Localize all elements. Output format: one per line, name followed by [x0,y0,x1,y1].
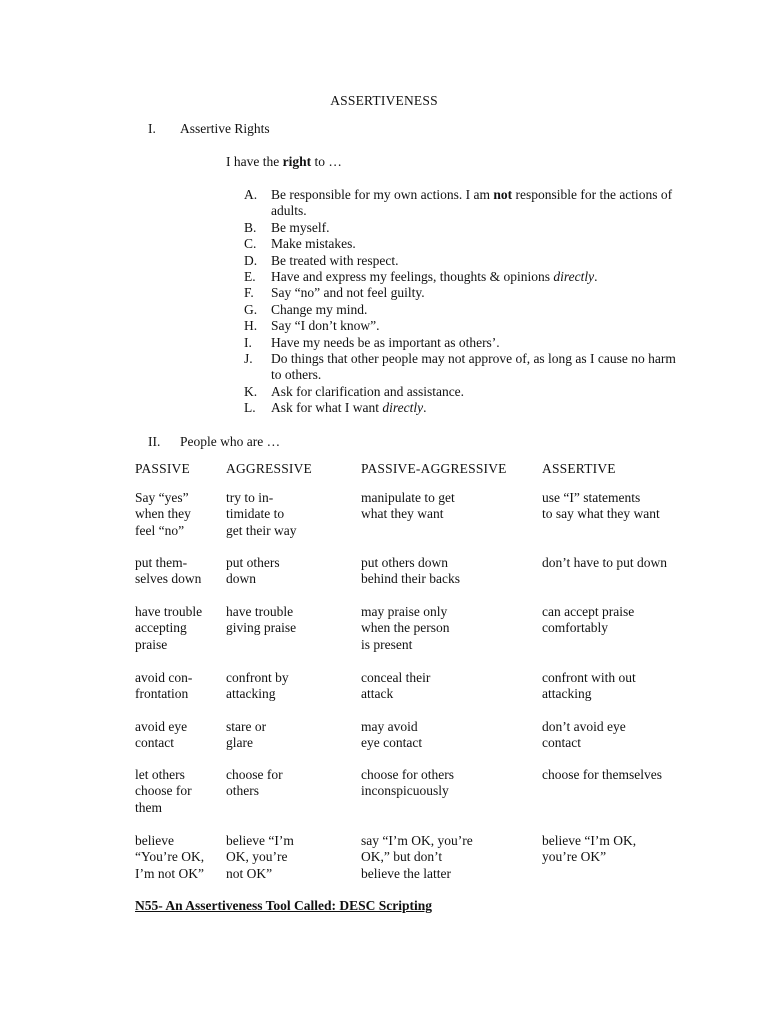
right-item-letter: F. [244,285,254,301]
right-item-text: Say “no” and not feel guilty. [271,285,425,301]
table-cell-line: Say “yes” [135,490,189,505]
table-cell-assertive [542,719,626,752]
table-cell-line: contact [135,735,174,751]
table-cell-line: inconspicuously [361,783,449,799]
table-cell-passive-aggressive [361,490,455,523]
right-item [244,220,684,236]
table-cell-line: choose for [135,783,192,799]
table-cell-line: feel “no” [135,522,185,538]
table-cell-line: attack [361,686,394,702]
intro-text-after: to … [311,154,342,169]
right-item-text: directly [382,400,424,416]
right-item [244,285,684,301]
table-cell-assertive [542,604,634,637]
right-item-letter: L. [244,400,256,416]
table-cell-aggressive [226,719,266,752]
table-cell-line: put others down [361,555,448,570]
column-header-aggressive: AGGRESSIVE [226,461,313,476]
table-cell-line: conceal their [361,670,431,685]
right-item-letter: G. [244,301,258,317]
right-item-letter: B. [244,219,257,235]
right-item-text: Be treated with respect. [271,252,399,268]
table-cell-line: glare [226,735,253,751]
table-cell-passive [135,604,202,653]
column-header-passive-aggressive: PASSIVE-AGGRESSIVE [361,461,507,476]
right-item-text: Change my mind. [271,301,368,317]
right-item [244,253,684,269]
table-cell-passive [135,555,201,588]
right-item [244,384,684,400]
table-cell-line: what they want [361,506,444,522]
section-1-number: I. [148,121,156,136]
table-cell-line: down [226,571,256,587]
table-cell-line: selves down [135,571,202,587]
right-item-letter: K. [244,383,258,399]
table-cell-line: believe “I’m [226,833,294,848]
table-cell-line: avoid eye [135,719,188,734]
rights-list [244,187,684,417]
table-cell-passive [135,670,192,703]
table-cell-passive-aggressive [361,670,430,703]
table-cell-assertive [542,555,667,571]
table-cell-aggressive [226,490,296,539]
table-cell-aggressive [226,604,296,637]
table-cell-line: frontation [135,686,189,702]
right-item [244,318,684,334]
table-cell-line: confront by [226,670,289,685]
table-cell-aggressive [226,670,289,703]
right-item-text: . [594,269,598,285]
table-cell-line: OK,” but don’t [361,849,443,865]
right-item-text: Ask for what I want [271,400,383,416]
section-2-number: II. [148,434,161,449]
table-cell-line: may avoid [361,719,418,734]
right-item [244,400,684,416]
table-cell-line: manipulate to get [361,490,455,505]
table-cell-line: praise [135,636,168,652]
table-cell-line: them [135,799,162,815]
right-item-text: Have and express my feelings, thoughts & opinions [271,269,554,285]
table-cell-aggressive [226,833,294,882]
right-item-text: Have my needs be as important as others’. [271,334,500,350]
rights-intro [226,154,342,170]
right-item-text: directly [553,269,595,285]
table-cell-aggressive [226,555,280,588]
right-item-text: Ask for clarification and assistance. [271,383,465,399]
table-cell-line: have trouble [226,604,294,619]
table-cell-line: try to in- [226,490,274,505]
table-cell-line: don’t have to put down [542,555,667,570]
right-item-letter: I. [244,334,252,350]
footer-heading: N55- An Assertiveness Tool Called: DESC Scripting [135,898,433,913]
right-item-text: not [493,187,513,202]
table-cell-line: “You’re OK, [135,849,205,865]
table-cell-line: not OK” [226,865,273,881]
table-cell-line: attacking [226,686,276,702]
table-cell-assertive [542,490,660,523]
table-cell-line: let others [135,767,185,782]
table-cell-line: accepting [135,620,187,636]
table-cell-line: stare or [226,719,267,734]
right-item [244,351,684,384]
table-cell-line: get their way [226,522,297,538]
intro-bold-word: right [282,154,312,169]
right-item [244,187,684,220]
table-cell-line: giving praise [226,620,297,636]
table-cell-passive [135,833,204,882]
table-cell-line: choose for [226,767,283,782]
table-cell-line: is present [361,636,413,652]
right-item-letter: J. [244,351,253,367]
table-cell-line: comfortably [542,620,608,636]
table-cell-passive-aggressive [361,555,460,588]
table-cell-line: contact [542,735,581,751]
table-cell-line: behind their backs [361,571,460,587]
right-item-text: Be myself. [271,219,330,235]
table-cell-line: put them- [135,555,188,570]
table-cell-line: believe the latter [361,865,451,881]
table-cell-line: put others [226,555,280,570]
table-cell-line: attacking [542,686,592,702]
table-cell-passive [135,719,187,752]
right-item-text: Make mistakes. [271,236,356,252]
section-1-heading: Assertive Rights [180,121,270,136]
column-header-passive: PASSIVE [135,461,190,476]
table-cell-line: choose for themselves [542,767,662,782]
right-item-letter: A. [244,187,258,202]
table-cell-passive-aggressive [361,833,473,882]
right-item-letter: D. [244,252,258,268]
table-cell-assertive [542,670,636,703]
table-cell-passive-aggressive [361,604,449,653]
right-item [244,302,684,318]
table-cell-line: have trouble [135,604,203,619]
right-item-letter: E. [244,269,256,285]
column-header-assertive: ASSERTIVE [542,461,616,476]
table-cell-passive-aggressive [361,719,422,752]
table-cell-assertive [542,767,662,783]
table-cell-line: believe “I’m OK, [542,833,637,848]
table-cell-line: when they [135,506,191,522]
table-cell-line: don’t avoid eye [542,719,626,734]
table-cell-line: can accept praise [542,604,635,619]
table-cell-line: timidate to [226,506,285,522]
intro-text-before: I have the [226,154,283,169]
right-item-text: Do things that other people may not approve of, as long as I cause no harm to others. [271,351,676,383]
table-cell-line: you’re OK” [542,849,607,865]
table-cell-passive [135,767,192,816]
right-item-text: . [423,400,427,416]
right-item-text: Be responsible for my own actions. I am [271,187,494,202]
right-item [244,335,684,351]
right-item-letter: C. [244,236,257,252]
table-cell-passive [135,490,191,539]
table-cell-line: eye contact [361,735,423,751]
right-item-letter: H. [244,318,258,334]
table-cell-line: say “I’m OK, you’re [361,833,473,848]
table-cell-line: others [226,783,259,799]
right-item-text: responsible for the actions of adults. [271,187,673,219]
table-cell-line: OK, you’re [226,849,288,865]
right-item [244,269,684,285]
right-item-text: Say “I don’t know”. [271,318,380,334]
section-2-heading: People who are … [180,434,281,449]
table-cell-line: to say what they want [542,506,660,522]
table-cell-line: when the person [361,620,450,636]
table-cell-aggressive [226,767,283,800]
table-cell-line: believe [135,833,174,848]
table-cell-line: may praise only [361,604,448,619]
table-cell-line: confront with out [542,670,636,685]
table-cell-line: I’m not OK” [135,865,204,881]
table-cell-line: use “I” statements [542,490,641,505]
right-item [244,236,684,252]
table-cell-assertive [542,833,636,866]
table-cell-passive-aggressive [361,767,454,800]
table-cell-line: choose for others [361,767,454,782]
page-title: ASSERTIVENESS [330,93,438,108]
table-cell-line: avoid con- [135,670,193,685]
